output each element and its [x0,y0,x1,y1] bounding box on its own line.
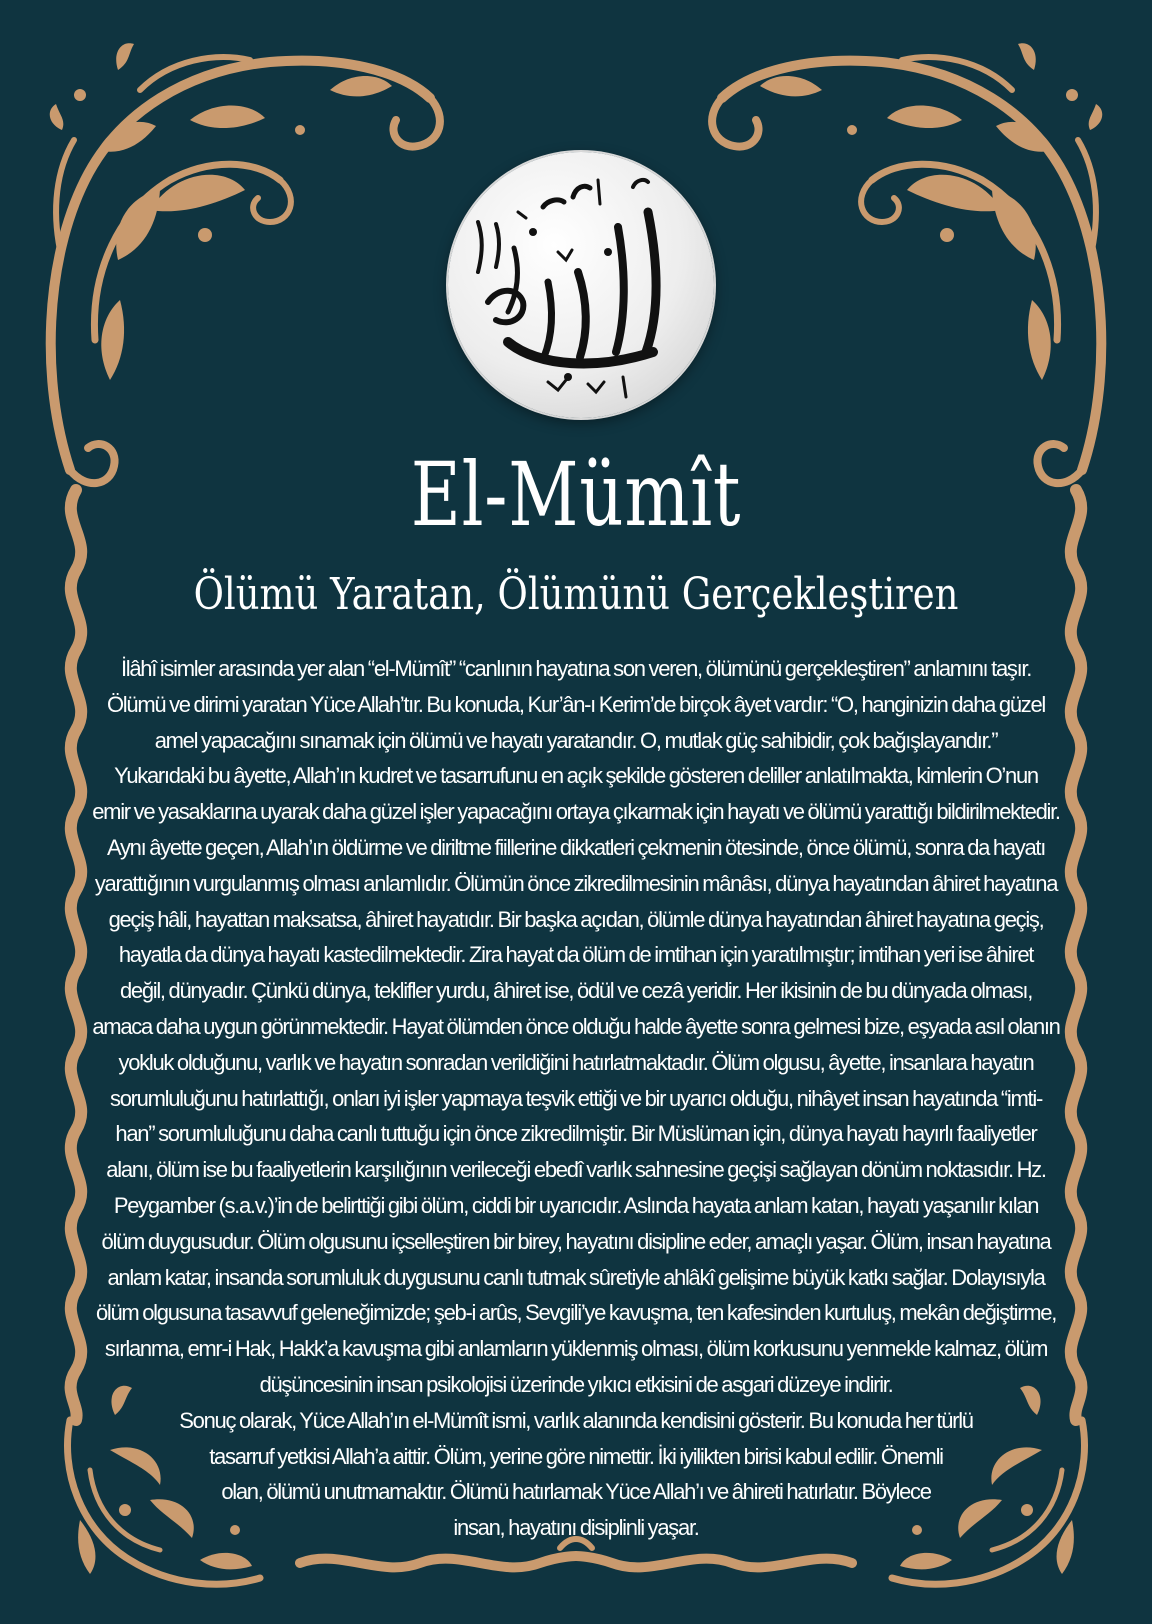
top-left-corner-ornament [50,43,440,483]
page-subtitle: Ölümü Yaratan, Ölümünü Gerçekleştiren [193,569,959,620]
body-line: Sonuç olarak, Yüce Allah’ın el-Mümît ismi, varlık alanında kendisini gösterir. Bu konuda her türlü [179,1407,973,1433]
left-rope-border [71,490,82,1420]
body-line: düşüncesinin insan psikolojisi üzerinde yıkıcı etkisini de asgari düzeye indirir. [259,1371,893,1397]
body-line: yarattığının vurgulanmış olması anlamlıdır. Ölümün önce zikredilmesinin mânâsı, dünya hayatından âhiret hayatına [94,870,1058,896]
body-line: han” sorumluluğunu daha canlı tuttuğu için önce zikredilmiştir. Bir Müslüman için, dünya hayatı hayırlı faaliyetler [115,1121,1037,1147]
body-line: Aynı âyette geçen, Allah’ın öldürme ve diriltme fiillerine dikkatleri çekmenin ötesinde, önce ölümü, sonra da hayatı [106,834,1046,860]
body-line: amaca daha uygun görünmektedir. Hayat ölümden önce olduğu halde âyette sonra gelmesi bize, eşyada asıl olanın [92,1013,1060,1039]
body-line: ölüm olgusuna tasavvuf geleneğimizde; şeb-i arûs, Sevgili’ye kavuşma, ten kafesinden kurtuluş, mekân değiştirme, [95,1300,1057,1326]
body-line: alanı, ölüm ise bu faaliyetlerin karşılığının verileceği ebedî varlık sahnesine geçişi sağlayan dönüm noktasıdır. Hz. [106,1157,1046,1183]
top-right-corner-ornament [712,43,1102,483]
body-text [92,651,1060,1546]
body-line: ölüm duygusudur. Ölüm olgusunu içselleştiren bir birey, hayatını disipline eder, amaçlı yaşar. Ölüm, insan hayatına [101,1228,1051,1254]
body-line: sorumluluğunu hatırlattığı, onları iyi işler yapmaya teşvik ettiği ve bir uyarıcı olduğu, nihâyet insan hayatında “imti- [110,1085,1042,1111]
body-line: tasarruf yetkisi Allah’a aittir. Ölüm, yerine göre nimettir. İki iyilikten birisi kabul edilir. Önemli [209,1443,943,1469]
body-line: emir ve yasaklarına uyarak daha güzel işler yapacağını ortaya çıkarmak için hayatı ve ölümü yarattığı bildirilmektedir. [92,799,1060,825]
body-line: olan, ölümü unutmamaktır. Ölümü hatırlamak Yüce Allah’ı ve âhireti hatırlatır. Böylece [221,1479,931,1505]
body-line: Peygamber (s.a.v.)’in de belirttiği gibi ölüm, ciddi bir uyarıcıdır. Aslında hayata anlam katan, hayatı yaşanılır kılan [113,1192,1039,1218]
body-line: insan, hayatını disiplinli yaşar. [453,1515,699,1541]
body-line: yokluk olduğunu, varlık ve hayatın sonradan verildiğini hatırlatmaktadır. Ölüm olgusu, âyette, insanlara hayatın [118,1049,1034,1075]
page-title: El-Mümît [410,443,742,546]
body-line: hayatla da dünya hayatı kastedilmektedir. Zira hayat da ölüm de imtihan için yaratılmıştır; imtihan yeri ise âhiret [118,942,1034,968]
body-line: geçiş hâli, hayattan maksatsa, âhiret hayatıdır. Bir başka açıdan, ölümle dünya hayatından âhiret hayatına geçiş, [108,906,1044,932]
body-line: İlâhî isimler arasında yer alan “el-Mümît” “canlının hayatına son veren, ölümünü gerçekleştiren” anlamını taşır. [120,656,1032,681]
body-line: değil, dünyadır. Çünkü dünya, teklifler yurdu, âhiret ise, ödül ve cezâ yeridir. Her ikisinin de bu dünyada olması, [119,978,1033,1004]
right-rope-border [1071,490,1082,1420]
arabic-calligraphy-icon [448,152,714,418]
calligraphy-medallion [448,152,714,418]
body-line: Ölümü ve dirimi yaratan Yüce Allah’tır. Bu konuda, Kur’ân-ı Kerim’de birçok âyet vardır: “O, hanginizin daha güzel [107,691,1045,717]
body-line: Yukarıdaki bu âyette, Allah’ın kudret ve tasarrufunu en açık şekilde gösteren deliller anlatılmakta, kimlerin O’nun [114,763,1038,789]
body-line: amel yapacağını sınamak için ölümü ve hayatı yaratandır. O, mutlak güç sahibidir, çok bağışlayandır.” [154,727,998,753]
body-line: anlam katar, insanda sorumluluk duygusunu canlı tutmak sûretiyle ahlâkî gelişime büyük katkı sağlar. Dolayısıyla [107,1264,1045,1290]
body-line: sırlanma, emr-i Hak, Hakk’a kavuşma gibi anlamların yüklenmiş olması, ölüm korkusunu yenmekle kalmaz, ölüm [104,1336,1048,1362]
